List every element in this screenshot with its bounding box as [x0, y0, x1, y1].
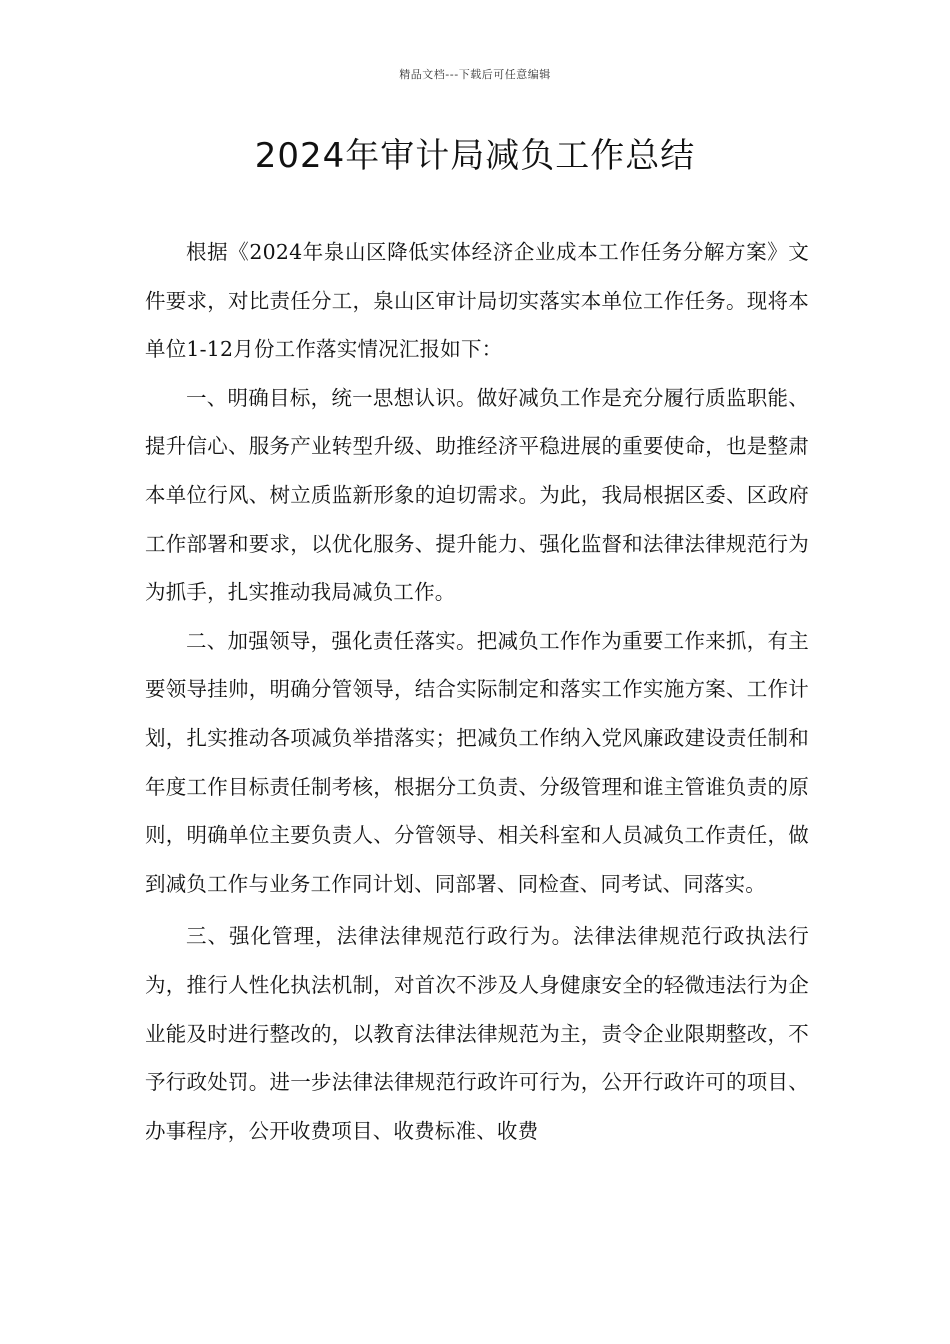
paragraph-section-3: 三、强化管理，法律法律规范行政行为。法律法律规范行政执法行为，推行人性化执法机制，对首次不涉及人身健康安全的轻微违法行为企业能及时进行整改的，以教育法律法律规范为主，责令企业限期整改，不予行政处罚。进一步法律法律规范行政许可行为，公开行政许可的项目、办事程序，公开收费项目、收费标准、收费 [145, 924, 809, 1143]
paragraph-intro: 根据《2024年泉山区降低实体经济企业成本工作任务分解方案》文件要求，对比责任分工，泉山区审计局切实落实本单位工作任务。现将本单位1-12月份工作落实情况汇报如下： [145, 240, 809, 362]
header-note: 精品文档---下载后可任意编辑 [399, 68, 551, 81]
paragraph-section-2: 二、加强领导，强化责任落实。把减负工作作为重要工作来抓，有主要领导挂帅，明确分管领导，结合实际制定和落实工作实施方案、工作计划，扎实推动各项减负举措落实；把减负工作纳入党风廉政建设责任制和年度工作目标责任制考核，根据分工负责、分级管理和谁主管谁负责的原则，明确单位主要负责人、分管领导、相关科室和人员减负工作责任，做到减负工作与业务工作同计划、同部署、同检查、同考试、同落实。 [145, 628, 809, 896]
document-title: 2024年审计局减负工作总结 [254, 136, 696, 176]
paragraph-section-1: 一、明确目标，统一思想认识。做好减负工作是充分履行质监职能、提升信心、服务产业转型升级、助推经济平稳进展的重要使命，也是整肃本单位行风、树立质监新形象的迫切需求。为此，我局根据区委、区政府工作部署和要求，以优化服务、提升能力、强化监督和法律法律规范行为为抓手，扎实推动我局减负工作。 [145, 385, 809, 605]
document-body [145, 228, 809, 1155]
